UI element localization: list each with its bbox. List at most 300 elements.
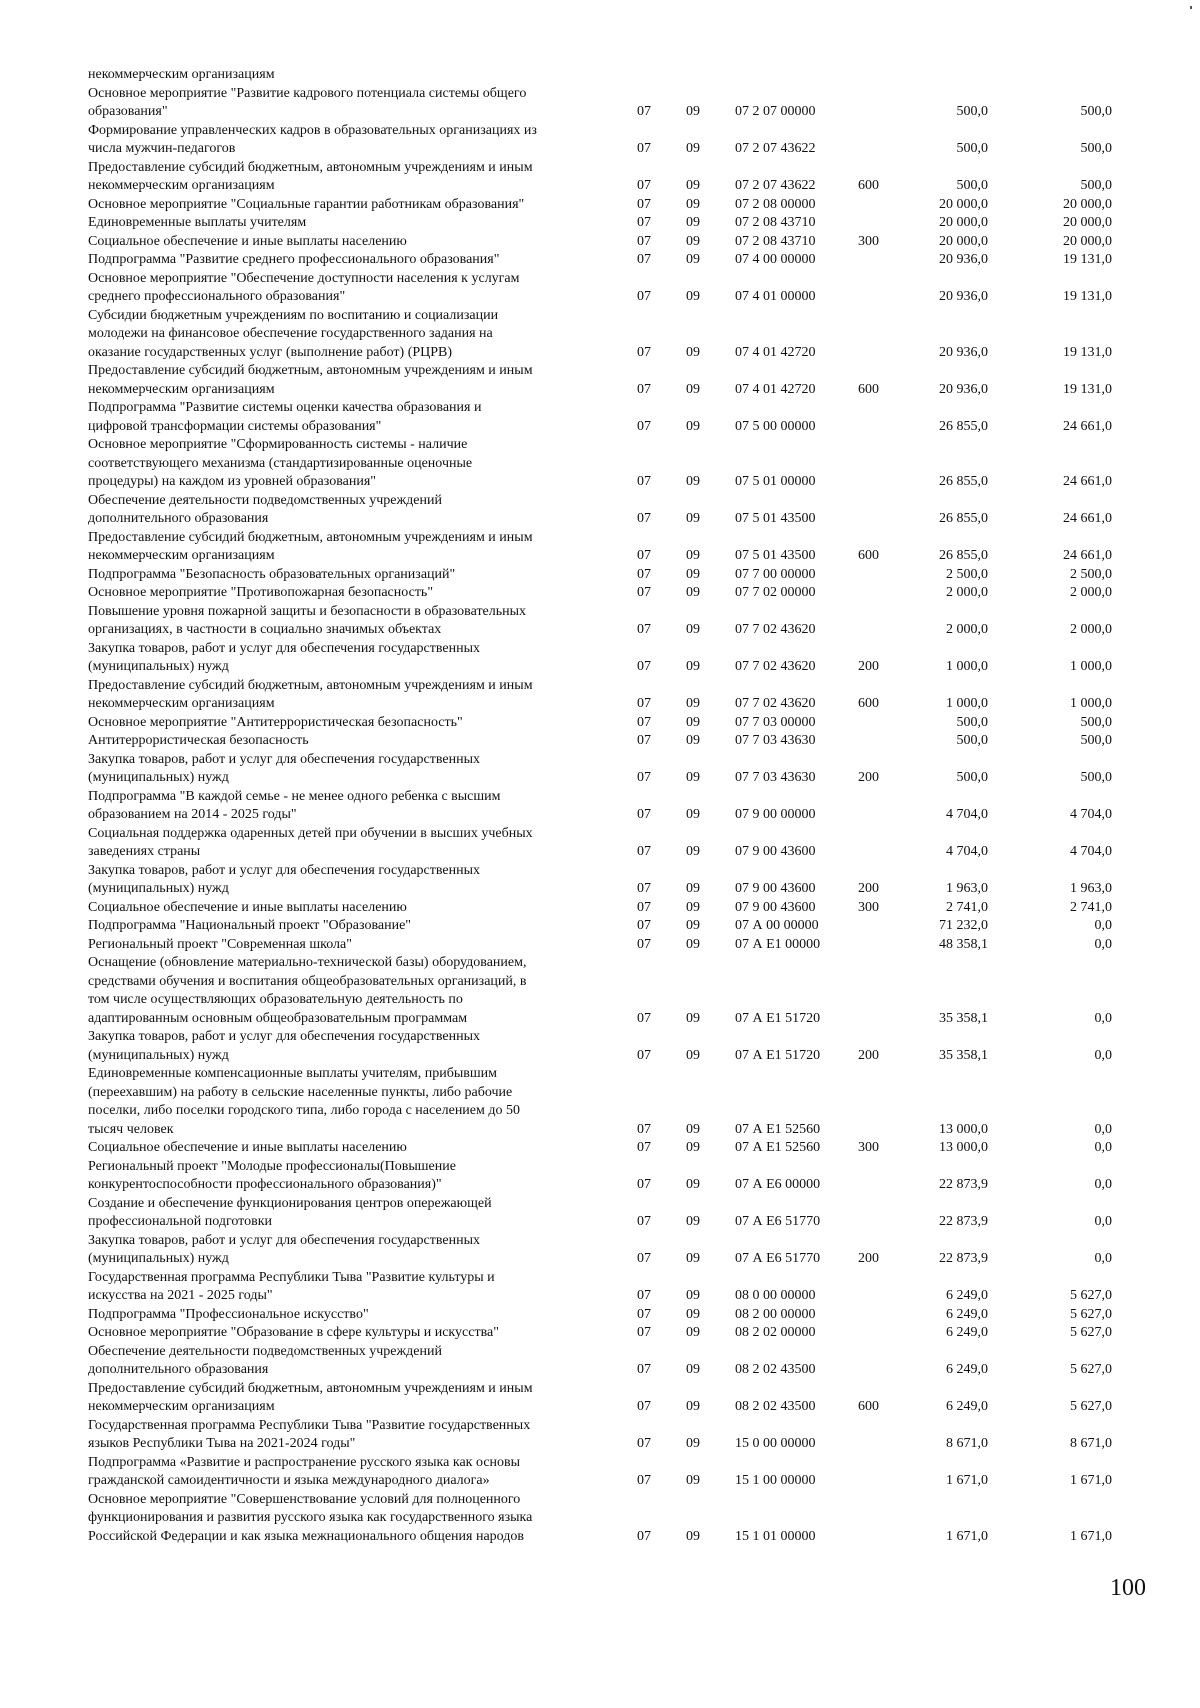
row-name <box>88 584 618 603</box>
section-code: 07 <box>637 1325 651 1340</box>
row-name-line: дополнительного образования <box>88 1362 269 1377</box>
amount-year-2: 5 627,0 <box>1070 1325 1112 1340</box>
amount-year-1: 22 873,9 <box>939 1177 988 1192</box>
row-name-line: Антитеррористическая безопасность <box>88 733 309 748</box>
table-row <box>0 751 1200 788</box>
row-name-line: некоммерческим организациям <box>88 696 275 711</box>
target-article-code: 15 0 00 00000 <box>735 1436 816 1451</box>
amount-year-2: 8 671,0 <box>1070 1436 1112 1451</box>
target-article-code: 07 А Е6 51770 <box>735 1251 821 1266</box>
target-article-code: 07 А Е1 52560 <box>735 1140 821 1155</box>
row-name <box>88 1417 618 1454</box>
row-name-line: Основное мероприятие "Обеспечение доступности населения к услугам <box>88 270 520 286</box>
row-name-line: Основное мероприятие "Сформированность системы - наличие <box>88 437 468 452</box>
target-article-code: 07 А Е1 00000 <box>735 936 821 952</box>
subsection-code: 09 <box>686 1288 700 1303</box>
table-row <box>0 1158 1200 1195</box>
subsection-code: 09 <box>686 141 700 156</box>
expense-type-code: 200 <box>858 1251 879 1266</box>
table-row <box>0 251 1200 270</box>
subsection-code: 09 <box>686 344 700 360</box>
subsection-code: 09 <box>686 178 700 193</box>
amount-year-1: 6 249,0 <box>946 1288 988 1303</box>
amount-year-1: 500,0 <box>956 178 988 193</box>
row-name-line: Субсидии бюджетным учреждениям по воспитанию и социализации <box>88 307 499 323</box>
amount-year-2: 5 627,0 <box>1070 1288 1112 1303</box>
subsection-code: 09 <box>686 252 700 267</box>
amount-year-1: 1 671,0 <box>946 1528 988 1544</box>
row-name-line: (муниципальных) нужд <box>88 1251 229 1266</box>
amount-year-1: 500,0 <box>956 770 988 785</box>
section-code: 07 <box>637 770 651 785</box>
row-name-line: Государственная программа Республики Тыва "Развитие государственных <box>88 1417 531 1433</box>
row-name-line: некоммерческим организациям <box>88 381 275 397</box>
row-name-line: гражданской самоидентичности и языка международного диалога» <box>88 1473 490 1488</box>
row-name <box>88 936 618 955</box>
row-name <box>88 436 618 492</box>
row-name-line: оказание государственных услуг (выполнение работ) (РЦРВ) <box>88 344 453 360</box>
table-row <box>0 1306 1200 1325</box>
table-row <box>0 529 1200 566</box>
subsection-code: 09 <box>686 1528 700 1544</box>
table-row <box>0 677 1200 714</box>
table-row <box>0 603 1200 640</box>
table-row <box>0 1491 1200 1547</box>
target-article-code: 07 7 02 00000 <box>735 585 816 600</box>
subsection-code: 09 <box>686 381 700 397</box>
section-code: 07 <box>637 844 651 859</box>
subsection-code: 09 <box>686 215 700 230</box>
amount-year-2: 4 704,0 <box>1070 807 1112 822</box>
row-name-line: (муниципальных) нужд <box>88 659 229 674</box>
subsection-code: 09 <box>686 1362 700 1377</box>
target-article-code: 07 4 01 00000 <box>735 289 816 304</box>
target-article-code: 15 1 01 00000 <box>735 1528 816 1544</box>
row-name-line: Государственная программа Республики Тыва "Развитие культуры и <box>88 1269 495 1285</box>
subsection-code: 09 <box>686 548 700 563</box>
section-code: 07 <box>637 659 651 674</box>
row-name-line: Российской Федерации и как языка межнационального общения народов <box>88 1528 524 1544</box>
section-code: 07 <box>637 696 651 711</box>
subsection-code: 09 <box>686 1047 700 1063</box>
amount-year-2: 1 000,0 <box>1070 696 1112 711</box>
row-name <box>88 1195 618 1232</box>
row-name <box>88 1158 618 1195</box>
row-name-line: Подпрограмма "В каждой семье - не менее одного ребенка с высшим <box>88 788 501 804</box>
row-name-line: заведениях страны <box>88 844 201 859</box>
subsection-code: 09 <box>686 104 700 119</box>
subsection-code: 09 <box>686 936 700 952</box>
row-name-line: цифровой трансформации системы образования" <box>88 418 382 434</box>
target-article-code: 07 5 01 00000 <box>735 474 816 489</box>
amount-year-2: 1 671,0 <box>1070 1473 1112 1488</box>
target-article-code: 07 5 00 00000 <box>735 418 816 434</box>
amount-year-1: 20 936,0 <box>939 344 988 360</box>
table-row <box>0 1232 1200 1269</box>
subsection-code: 09 <box>686 844 700 859</box>
row-name <box>88 566 618 585</box>
row-name <box>88 917 618 936</box>
section-code: 07 <box>637 1528 651 1544</box>
row-name <box>88 1232 618 1269</box>
subsection-code: 09 <box>686 1399 700 1414</box>
row-name <box>88 732 618 751</box>
amount-year-1: 48 358,1 <box>939 936 988 952</box>
row-name-line: Обеспечение деятельности подведомственных учреждений <box>88 492 442 508</box>
row-name <box>88 825 618 862</box>
subsection-code: 09 <box>686 418 700 434</box>
section-code: 07 <box>637 1140 651 1155</box>
row-name <box>88 66 618 85</box>
row-name-line: искусства на 2021 - 2025 годы" <box>88 1288 273 1303</box>
table-row <box>0 566 1200 585</box>
row-name-line: Закупка товаров, работ и услуг для обеспечения государственных <box>88 751 481 767</box>
target-article-code: 07 А Е6 00000 <box>735 1177 821 1192</box>
row-name-line: Создание и обеспечение функционирования центров опережающей <box>88 1195 492 1211</box>
row-name-line: Предоставление субсидий бюджетным, автономным учреждениям и иным <box>88 363 533 378</box>
amount-year-2: 2 000,0 <box>1070 622 1112 637</box>
amount-year-1: 26 855,0 <box>939 474 988 489</box>
section-code: 07 <box>637 381 651 397</box>
section-code: 07 <box>637 1473 651 1488</box>
section-code: 07 <box>637 418 651 434</box>
section-code: 07 <box>637 1121 651 1137</box>
target-article-code: 07 2 07 43622 <box>735 141 816 156</box>
amount-year-2: 24 661,0 <box>1063 548 1112 563</box>
subsection-code: 09 <box>686 696 700 711</box>
row-name <box>88 233 618 252</box>
table-row <box>0 584 1200 603</box>
amount-year-1: 6 249,0 <box>946 1325 988 1340</box>
row-name-line: Единовременные выплаты учителям <box>88 215 307 230</box>
table-row <box>0 917 1200 936</box>
table-row <box>0 399 1200 436</box>
amount-year-1: 6 249,0 <box>946 1399 988 1414</box>
subsection-code: 09 <box>686 1010 700 1026</box>
amount-year-1: 2 741,0 <box>946 899 988 915</box>
row-name-line: Подпрограмма "Развитие системы оценки качества образования и <box>88 400 482 415</box>
row-name <box>88 677 618 714</box>
section-code: 07 <box>637 548 651 563</box>
target-article-code: 07 2 08 43710 <box>735 215 816 230</box>
table-row <box>0 714 1200 733</box>
section-code: 07 <box>637 622 651 637</box>
subsection-code: 09 <box>686 622 700 637</box>
target-article-code: 08 2 02 00000 <box>735 1325 816 1340</box>
row-name-line: языков Республики Тыва на 2021-2024 годы" <box>88 1436 356 1451</box>
amount-year-1: 6 249,0 <box>946 1362 988 1377</box>
section-code: 07 <box>637 585 651 600</box>
table-row <box>0 1139 1200 1158</box>
row-name-line: Предоставление субсидий бюджетным, автономным учреждениям и иным <box>88 159 533 175</box>
section-code: 07 <box>637 1010 651 1026</box>
amount-year-2: 500,0 <box>1080 104 1112 119</box>
row-name-line: адаптированным основным общеобразовательным программам <box>88 1010 468 1026</box>
row-name-line: Закупка товаров, работ и услуг для обеспечения государственных <box>88 1029 481 1044</box>
amount-year-2: 5 627,0 <box>1070 1362 1112 1377</box>
amount-year-1: 2 500,0 <box>946 566 988 582</box>
amount-year-2: 2 741,0 <box>1070 899 1112 915</box>
row-name <box>88 159 618 196</box>
row-name-line: Основное мероприятие "Образование в сфере культуры и искусства" <box>88 1325 499 1340</box>
section-code: 07 <box>637 733 651 748</box>
row-name <box>88 1028 618 1065</box>
row-name <box>88 362 618 399</box>
row-name <box>88 1269 618 1306</box>
amount-year-2: 20 000,0 <box>1063 233 1112 249</box>
target-article-code: 08 0 00 00000 <box>735 1288 816 1303</box>
page-number: 100 <box>1110 1575 1146 1601</box>
subsection-code: 09 <box>686 1121 700 1137</box>
amount-year-2: 500,0 <box>1080 178 1112 193</box>
table-row <box>0 1195 1200 1232</box>
row-name-line: Закупка товаров, работ и услуг для обеспечения государственных <box>88 1232 481 1248</box>
row-name <box>88 85 618 122</box>
row-name <box>88 270 618 307</box>
row-name <box>88 603 618 640</box>
table-row <box>0 954 1200 1028</box>
subsection-code: 09 <box>686 511 700 526</box>
row-name <box>88 1380 618 1417</box>
row-name-line: Единовременные компенсационные выплаты учителям, прибывшим <box>88 1066 498 1081</box>
row-name-line: среднего профессионального образования" <box>88 289 346 304</box>
row-name-line: (муниципальных) нужд <box>88 770 229 785</box>
section-code: 07 <box>637 511 651 526</box>
expense-type-code: 600 <box>858 381 879 397</box>
amount-year-1: 20 936,0 <box>939 289 988 304</box>
amount-year-2: 0,0 <box>1094 1177 1112 1192</box>
amount-year-1: 6 249,0 <box>946 1306 988 1322</box>
row-name <box>88 1065 618 1139</box>
subsection-code: 09 <box>686 566 700 582</box>
row-name <box>88 714 618 733</box>
amount-year-2: 5 627,0 <box>1070 1306 1112 1322</box>
amount-year-2: 500,0 <box>1080 714 1112 730</box>
subsection-code: 09 <box>686 918 700 933</box>
row-name-line: Повышение уровня пожарной защиты и безопасности в образовательных <box>88 603 527 619</box>
row-name <box>88 214 618 233</box>
amount-year-1: 500,0 <box>956 141 988 156</box>
amount-year-2: 20 000,0 <box>1063 196 1112 212</box>
row-name <box>88 1454 618 1491</box>
row-name <box>88 529 618 566</box>
table-row <box>0 640 1200 677</box>
row-name-line: Основное мероприятие "Противопожарная безопасность" <box>88 585 434 600</box>
row-name <box>88 1324 618 1343</box>
row-name-line: Основное мероприятие "Развитие кадрового потенциала системы общего <box>88 85 527 101</box>
table-row <box>0 492 1200 529</box>
row-name-line: Социальное обеспечение и иные выплаты населению <box>88 899 407 915</box>
expense-type-code: 600 <box>858 696 879 711</box>
row-name-line: некоммерческим организациям <box>88 178 275 193</box>
row-name <box>88 1343 618 1380</box>
subsection-code: 09 <box>686 1436 700 1451</box>
section-code: 07 <box>637 1214 651 1229</box>
section-code: 07 <box>637 104 651 119</box>
target-article-code: 07 А Е6 51770 <box>735 1214 821 1229</box>
table-row <box>0 233 1200 252</box>
row-name <box>88 122 618 159</box>
amount-year-2: 19 131,0 <box>1063 289 1112 304</box>
section-code: 07 <box>637 1047 651 1063</box>
table-row <box>0 214 1200 233</box>
table-row <box>0 66 1200 85</box>
row-name-line: Основное мероприятие "Социальные гарантии работникам образования" <box>88 196 525 212</box>
target-article-code: 07 9 00 43600 <box>735 844 816 859</box>
row-name <box>88 251 618 270</box>
table-row <box>0 436 1200 492</box>
row-name <box>88 307 618 363</box>
row-name-line: Обеспечение деятельности подведомственных учреждений <box>88 1343 442 1359</box>
expense-type-code: 300 <box>858 1140 879 1155</box>
amount-year-1: 13 000,0 <box>939 1140 988 1155</box>
target-article-code: 07 7 03 43630 <box>735 770 816 785</box>
row-name <box>88 954 618 1028</box>
row-name-line: некоммерческим организациям <box>88 67 275 82</box>
amount-year-1: 71 232,0 <box>939 918 988 933</box>
subsection-code: 09 <box>686 1473 700 1488</box>
table-row <box>0 1065 1200 1139</box>
table-row <box>0 122 1200 159</box>
section-code: 07 <box>637 1362 651 1377</box>
target-article-code: 07 7 03 00000 <box>735 714 816 730</box>
table-row <box>0 936 1200 955</box>
amount-year-2: 4 704,0 <box>1070 844 1112 859</box>
section-code: 07 <box>637 1436 651 1451</box>
amount-year-2: 0,0 <box>1094 1140 1112 1155</box>
table-row <box>0 196 1200 215</box>
amount-year-2: 2 000,0 <box>1070 585 1112 600</box>
amount-year-1: 2 000,0 <box>946 622 988 637</box>
target-article-code: 07 А Е1 52560 <box>735 1121 821 1137</box>
row-name <box>88 640 618 677</box>
subsection-code: 09 <box>686 899 700 915</box>
subsection-code: 09 <box>686 1214 700 1229</box>
target-article-code: 07 А Е1 51720 <box>735 1047 821 1063</box>
row-name-line: Региональный проект "Современная школа" <box>88 936 352 952</box>
expense-type-code: 600 <box>858 548 879 563</box>
amount-year-1: 20 936,0 <box>939 381 988 397</box>
section-code: 07 <box>637 196 651 212</box>
subsection-code: 09 <box>686 733 700 748</box>
subsection-code: 09 <box>686 659 700 674</box>
amount-year-1: 2 000,0 <box>946 585 988 600</box>
target-article-code: 07 9 00 00000 <box>735 807 816 822</box>
subsection-code: 09 <box>686 881 700 896</box>
amount-year-2: 500,0 <box>1080 770 1112 785</box>
row-name <box>88 1491 618 1547</box>
section-code: 07 <box>637 344 651 360</box>
row-name-line: поселки, либо поселки городского типа, либо города с населением до 50 <box>88 1103 520 1118</box>
subsection-code: 09 <box>686 1251 700 1266</box>
target-article-code: 07 9 00 43600 <box>735 899 816 915</box>
row-name-line: некоммерческим организациям <box>88 1399 275 1414</box>
row-name-line: Оснащение (обновление материально-технической базы) оборудованием, <box>88 955 527 970</box>
expense-type-code: 200 <box>858 770 879 785</box>
section-code: 07 <box>637 566 651 582</box>
subsection-code: 09 <box>686 770 700 785</box>
amount-year-2: 24 661,0 <box>1063 474 1112 489</box>
section-code: 07 <box>637 215 651 230</box>
target-article-code: 07 2 07 43622 <box>735 178 816 193</box>
row-name-line: функционирования и развития русского языка как государственного языка <box>88 1510 533 1525</box>
section-code: 07 <box>637 807 651 822</box>
row-name-line: (муниципальных) нужд <box>88 1047 229 1063</box>
amount-year-1: 20 000,0 <box>939 196 988 212</box>
amount-year-1: 22 873,9 <box>939 1251 988 1266</box>
table-row <box>0 1324 1200 1343</box>
amount-year-1: 13 000,0 <box>939 1121 988 1137</box>
section-code: 07 <box>637 252 651 267</box>
amount-year-1: 8 671,0 <box>946 1436 988 1451</box>
target-article-code: 07 5 01 43500 <box>735 511 816 526</box>
table-row <box>0 1343 1200 1380</box>
amount-year-1: 1 000,0 <box>946 696 988 711</box>
amount-year-2: 24 661,0 <box>1063 418 1112 434</box>
section-code: 07 <box>637 1251 651 1266</box>
row-name-line: Социальная поддержка одаренных детей при обучении в высших учебных <box>88 825 533 841</box>
section-code: 07 <box>637 1288 651 1303</box>
amount-year-1: 20 000,0 <box>939 215 988 230</box>
table-row <box>0 1269 1200 1306</box>
section-code: 07 <box>637 1306 651 1322</box>
row-name-line: Региональный проект "Молодые профессионалы(Повышение <box>88 1158 456 1174</box>
amount-year-2: 0,0 <box>1094 936 1112 952</box>
table-row <box>0 899 1200 918</box>
row-name-line: Подпрограмма "Безопасность образовательных организаций" <box>88 566 456 582</box>
table-row <box>0 862 1200 899</box>
amount-year-2: 0,0 <box>1094 1214 1112 1229</box>
row-name-line: образованием на 2014 - 2025 годы" <box>88 807 297 822</box>
row-name <box>88 196 618 215</box>
expense-type-code: 300 <box>858 899 879 915</box>
table-row <box>0 159 1200 196</box>
section-code: 07 <box>637 899 651 915</box>
row-name-line: Предоставление субсидий бюджетным, автономным учреждениям и иным <box>88 529 533 545</box>
subsection-code: 09 <box>686 807 700 822</box>
target-article-code: 07 7 00 00000 <box>735 566 816 582</box>
target-article-code: 07 2 08 43710 <box>735 233 816 249</box>
amount-year-1: 22 873,9 <box>939 1214 988 1229</box>
table-row <box>0 270 1200 307</box>
row-name-line: Основное мероприятие "Антитеррористическая безопасность" <box>88 714 463 730</box>
target-article-code: 07 7 02 43620 <box>735 659 816 674</box>
row-name-line: Формирование управленческих кадров в образовательных организациях из <box>88 122 537 138</box>
row-name-line: Предоставление субсидий бюджетным, автономным учреждениям и иным <box>88 677 533 693</box>
expense-type-code: 200 <box>858 1047 879 1063</box>
subsection-code: 09 <box>686 1306 700 1322</box>
table-row <box>0 307 1200 363</box>
row-name <box>88 1306 618 1325</box>
section-code: 07 <box>637 474 651 489</box>
section-code: 07 <box>637 1399 651 1414</box>
row-name <box>88 492 618 529</box>
expense-type-code: 600 <box>858 178 879 193</box>
amount-year-2: 1 963,0 <box>1070 881 1112 896</box>
row-name-line: молодежи на финансовое обеспечение государственного задания на <box>88 326 493 341</box>
row-name-line: том числе осуществляющих образовательную деятельность по <box>88 992 463 1007</box>
section-code: 07 <box>637 289 651 304</box>
target-article-code: 07 5 01 43500 <box>735 548 816 563</box>
table-row <box>0 1028 1200 1065</box>
row-name-line: организациях, в частности в социально значимых объектах <box>88 622 442 637</box>
row-name-line: Подпрограмма "Развитие среднего профессионального образования" <box>88 252 500 267</box>
row-name <box>88 1139 618 1158</box>
table-row <box>0 788 1200 825</box>
row-name-line: Социальное обеспечение и иные выплаты населению <box>88 233 407 249</box>
amount-year-2: 19 131,0 <box>1063 381 1112 397</box>
section-code: 07 <box>637 714 651 730</box>
